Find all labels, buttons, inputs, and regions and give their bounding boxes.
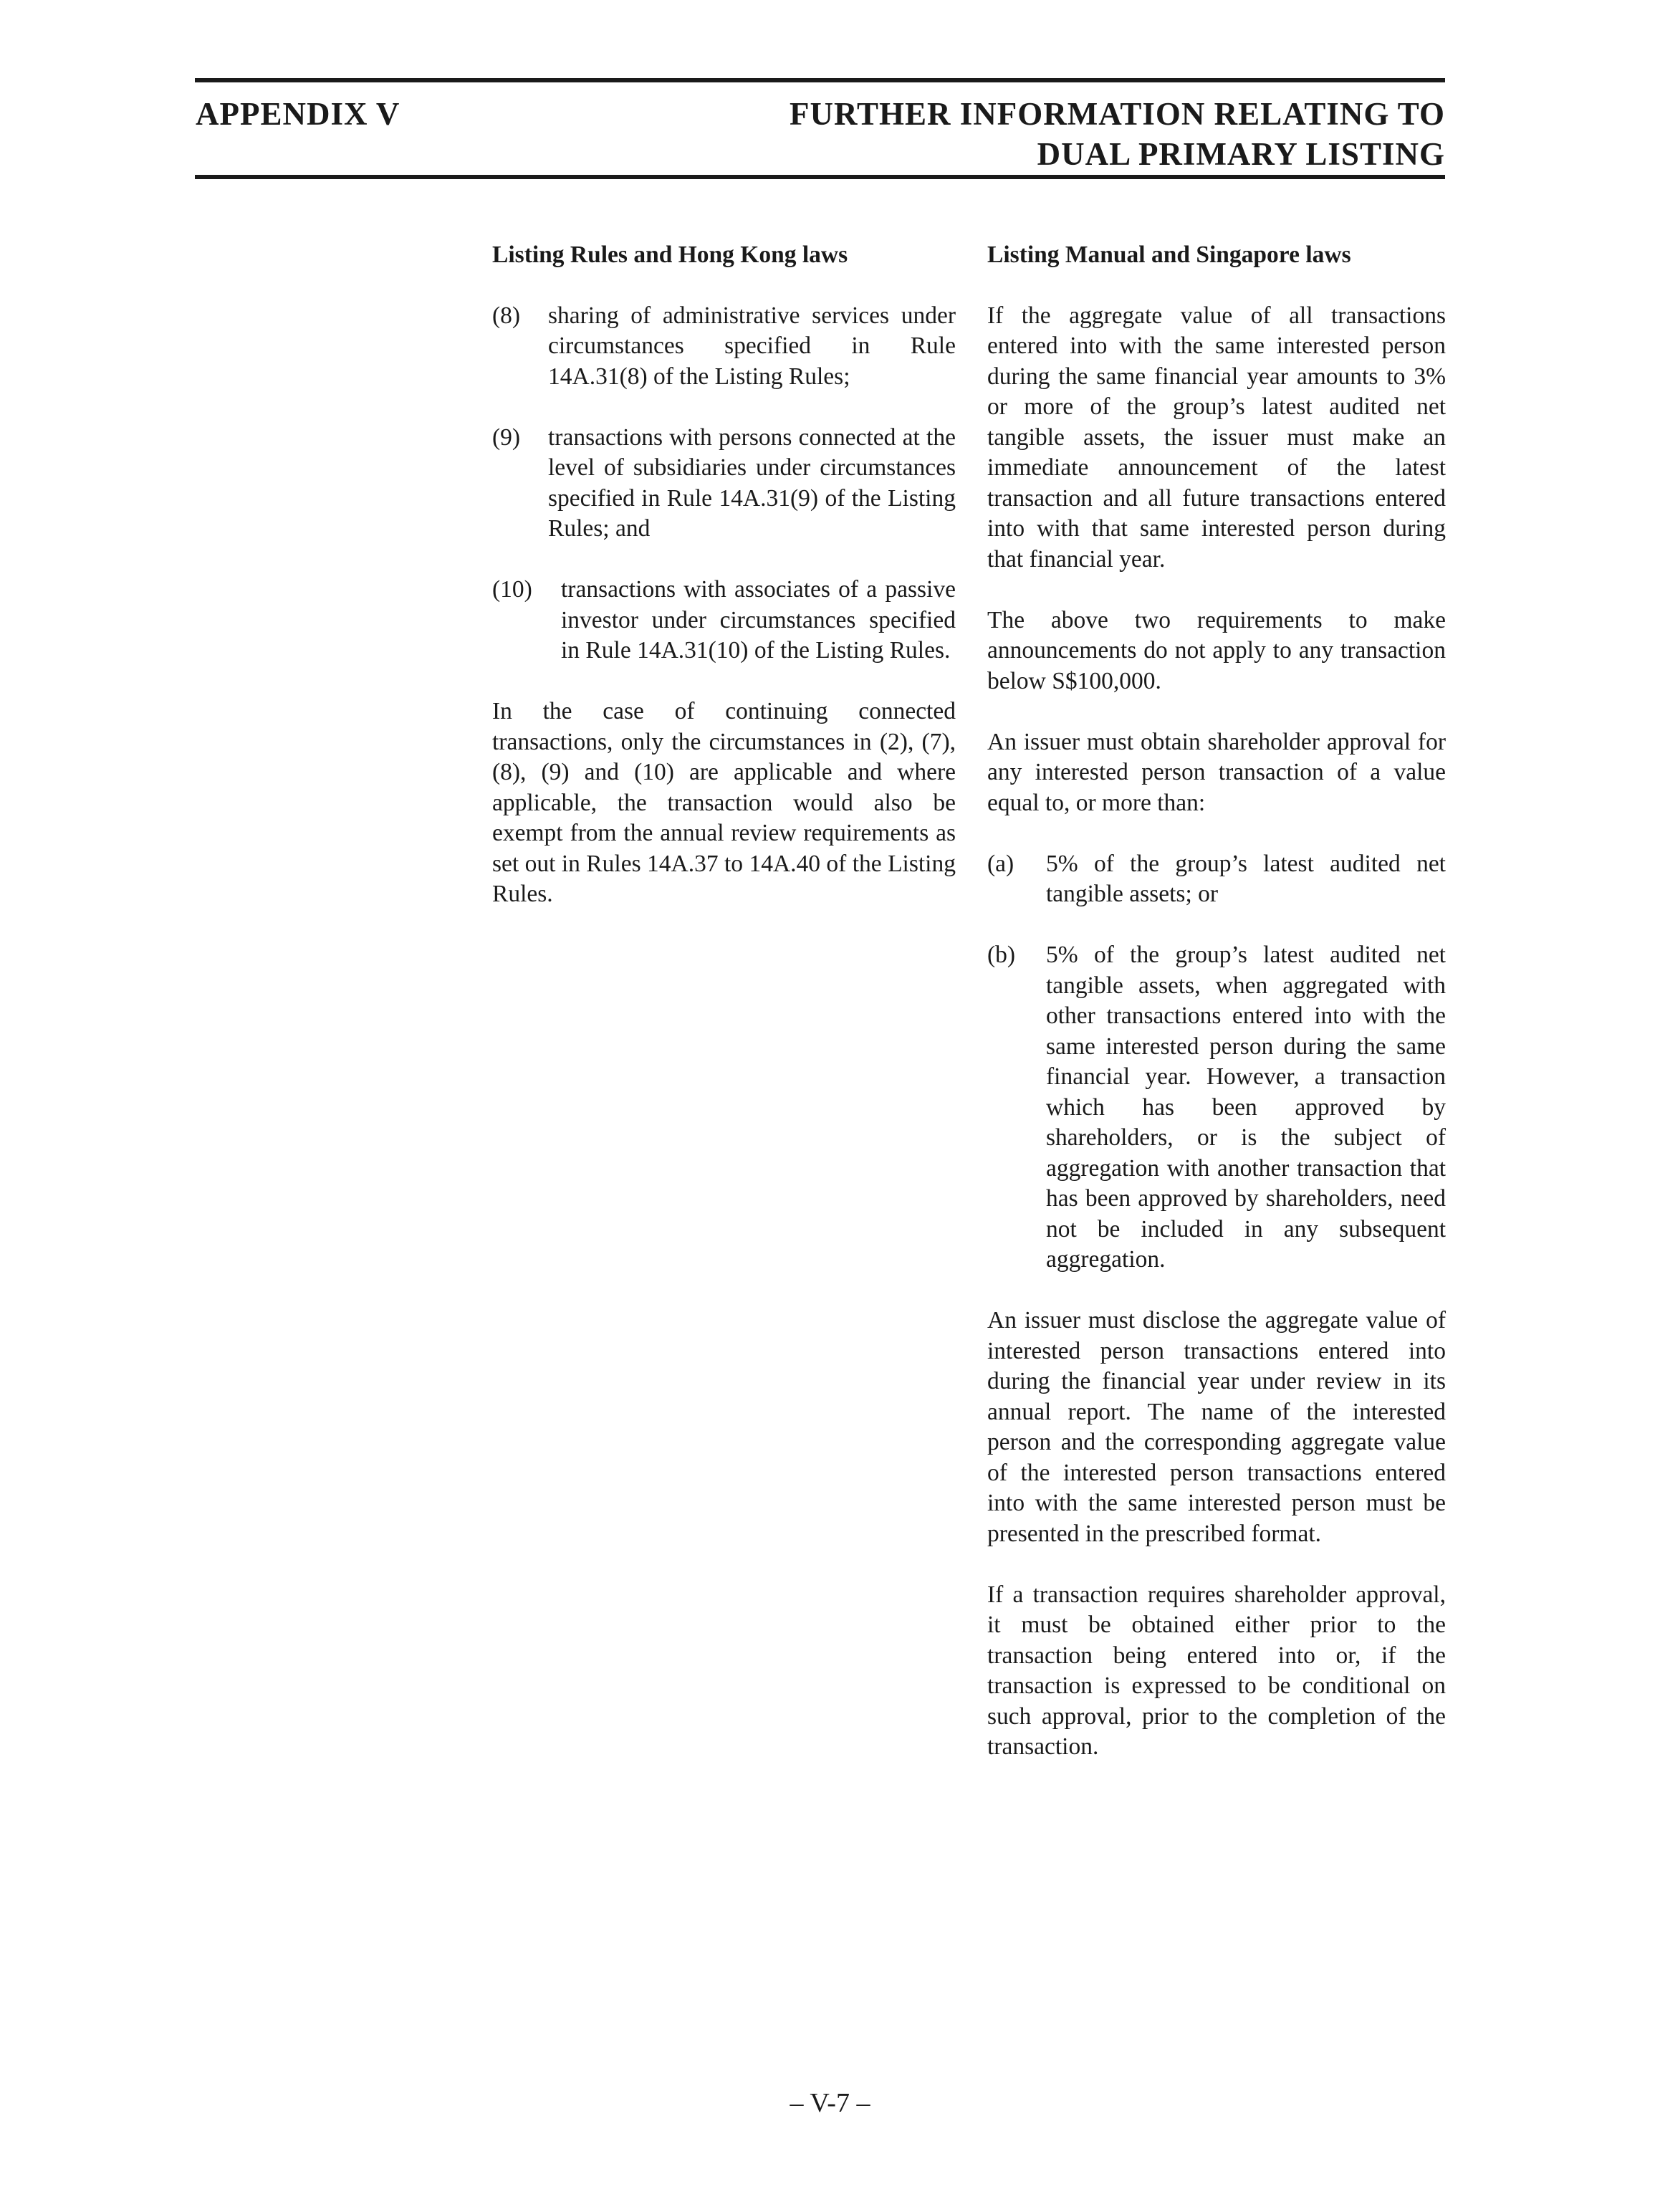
right-paragraph-1: If the aggregate value of all transactions entered into with the same interested person during the same financial year amounts to 3% or more of the group’s latest audited net tangible assets, the issuer must make an immediate announcement of the latest transaction and all future transactions entered into with that same interested person during that financial year. (987, 302, 1446, 573)
list-item (987, 940, 1446, 1275)
page-number: – V-7 – (790, 2088, 870, 2118)
section-title-line2: DUAL PRIMARY LISTING (1037, 136, 1445, 172)
right-paragraph-3: An issuer must obtain shareholder approval for any interested person transaction of a value equal to, or more than: (987, 728, 1446, 816)
list-item-number: (b) (987, 942, 1016, 968)
list-item (492, 301, 956, 393)
list-item-number: (10) (492, 576, 532, 603)
header-top-rule (195, 78, 1445, 82)
appendix-label: APPENDIX V (196, 96, 400, 132)
left-column (492, 240, 956, 940)
right-paragraph-5: If a transaction requires shareholder approval, it must be obtained either prior to the transaction being entered into or, if the transaction is expressed to be conditional on such approval, prior to the completion of the transaction. (987, 1581, 1446, 1760)
right-paragraph-2: The above two requirements to make announcements do not apply to any transaction below S$100,000. (987, 606, 1446, 694)
right-column-heading: Listing Manual and Singapore laws (987, 241, 1351, 268)
list-item-text: 5% of the group’s latest audited net tangible assets; or (1046, 850, 1446, 907)
list-item-number: (a) (987, 850, 1014, 877)
list-item-text: transactions with associates of a passive investor under circumstances specified in Rule 14A.31(10) of the Listing Rules. (561, 576, 956, 664)
section-title (657, 94, 1445, 174)
header-bottom-rule (195, 175, 1445, 179)
section-title-line1: FURTHER INFORMATION RELATING TO (790, 96, 1445, 132)
left-paragraph: In the case of continuing connected transactions, only the circumstances in (2), (7), (8), (9) and (10) are applicable and where applicable, the transaction would also be exempt from the annual review requirements as set out in Rules 14A.37 to 14A.40 of the Listing Rules. (492, 698, 956, 907)
list-item (987, 849, 1446, 910)
list-item-text: sharing of administrative services under circumstances specified in Rule 14A.31(8) of the Listing Rules; (548, 302, 956, 390)
list-item (492, 575, 956, 666)
list-item-text: 5% of the group’s latest audited net tangible assets, when aggregated with other transactions entered into with the same interested person during the same financial year. However, a transaction which has been approved by shareholders, or is the subject of aggregation with another transaction that has been approved by shareholders, need not be included in any subsequent aggregation. (1046, 942, 1446, 1273)
right-column (987, 240, 1446, 1793)
list-item-text: transactions with persons connected at the level of subsidiaries under circumstances specified in Rule 14A.31(9) of the Listing Rules; and (548, 423, 956, 542)
list-item-number: (9) (492, 423, 521, 451)
list-item-number: (8) (492, 302, 521, 329)
right-paragraph-4: An issuer must disclose the aggregate value of interested person transactions entered into during the financial year under review in its annual report. The name of the interested person and the corresponding aggregate value of the interested person transactions entered into with the same interested person must be presented in the prescribed format. (987, 1307, 1446, 1547)
left-column-heading: Listing Rules and Hong Kong laws (492, 241, 848, 268)
list-item (492, 423, 956, 545)
